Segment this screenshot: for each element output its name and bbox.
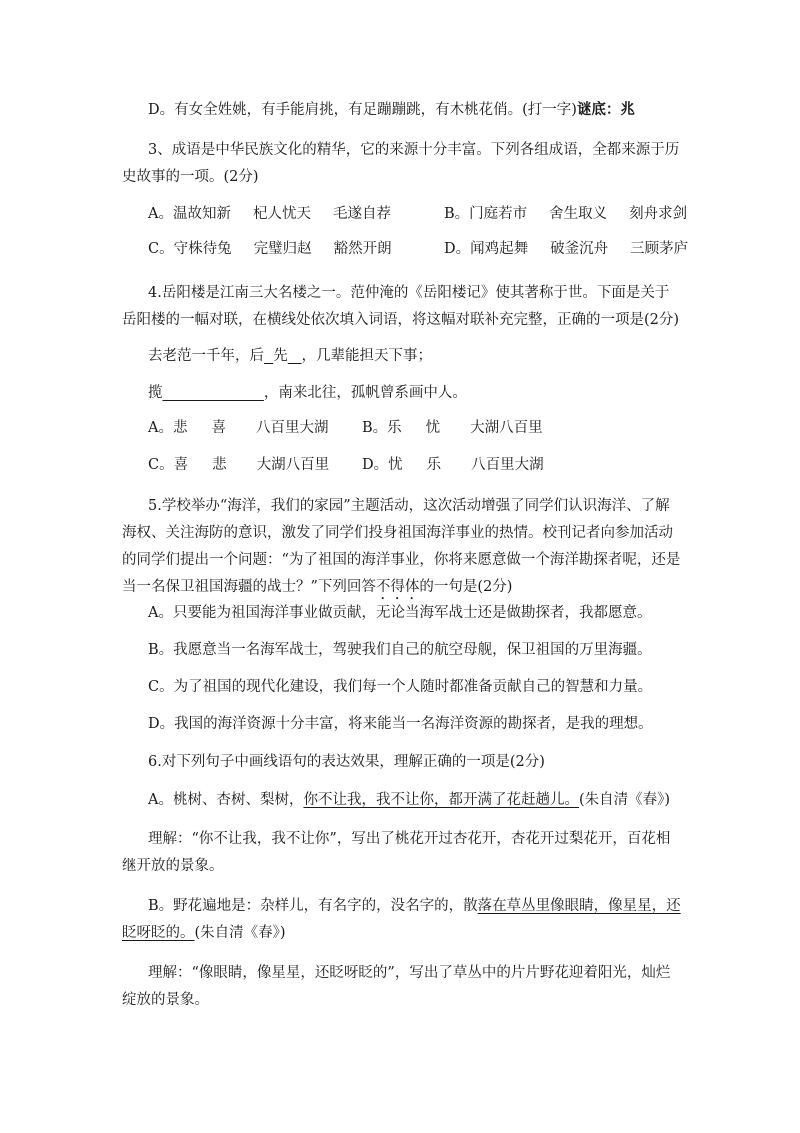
q3-d-1: D。闻鸡起舞	[444, 241, 529, 257]
q6-a-pre: A。桃树、杏树、梨树，	[148, 792, 304, 808]
q6-a-explanation-text: 理解：“你不让我，我不让你”，写出了桃花开过杏花开，杏花开过梨花开，百花相继开放的景象。	[122, 831, 671, 874]
q3-d-3: 三顾茅庐	[630, 241, 689, 257]
q4-stem-text: 4.岳阳楼是江南三大名楼之一。范仲淹的《岳阳楼记》使其著称于世。下面是关于岳阳楼的一幅对联，在横线处依次填入词语，将这幅对联补充完整，正确的一项是(2分)	[122, 285, 680, 328]
q4-option-c	[148, 455, 329, 475]
q5-option-b: B。我愿意当一名海军战士，驾驶我们自己的航空母舰，保卫祖国的万里海疆。	[148, 642, 652, 658]
blank-1	[264, 348, 273, 364]
q3-stem-text: 3、成语是中华民族文化的精华，它的来源十分丰富。下列各组成语，全都来源于历史故事的一项。(2分)	[122, 142, 680, 185]
blank-2	[288, 348, 302, 364]
q4-d-3: 八百里大湖	[471, 457, 544, 473]
q3-option-a	[148, 204, 391, 224]
q5-option-a: A。只要能为祖国海洋事业做贡献，无论当海军战士还是做勘探者，我都愿意。	[148, 605, 652, 621]
q6-stem: 6.对下列句子中画线语句的表达效果，理解正确的一项是(2分)	[148, 754, 545, 770]
q3-d-2: 破釜沉舟	[550, 241, 609, 257]
q4-b-1: B。乐	[362, 420, 402, 436]
q5-stem-part-b: 的一句是(2分)	[419, 579, 513, 595]
q6-option-b	[122, 893, 682, 947]
q3-b-3: 刻舟求剑	[629, 206, 688, 222]
q3-stem	[122, 137, 682, 191]
q4-a-1: A。悲	[148, 420, 188, 436]
q4-a-2: 喜	[211, 420, 226, 436]
q5-option-d: D。我国的海洋资源十分丰富，将来能当一名海洋资源的勘探者，是我的理想。	[148, 716, 653, 732]
q3-option-c	[148, 239, 392, 259]
q4-c-1: C。喜	[148, 457, 189, 473]
q5-stem-part-a: 5.学校举办“海洋，我们的家园”主题活动，这次活动增强了同学们认识海洋、了解海权、关注海防的意识，激发了同学们投身祖国海洋事业的热情。校刊记者向参加活动的同学们提出一个问题：“为了祖国的海洋事业，你将来愿意做一个海洋勘探者呢，还是当一名保卫祖国海疆的战士？”下列回答	[122, 498, 681, 595]
q2-option-d-text: D。有女全姓姚，有手能肩挑，有足蹦蹦跳，有木桃花俏。(打一字)	[148, 102, 577, 118]
couplet2-part-b: ，南来北往，孤帆曾系画中人。	[263, 385, 467, 401]
q4-couplet-line-2	[148, 383, 467, 403]
couplet1-part-c: ，几辈能担天下事；	[301, 348, 433, 364]
riddle-answer: 谜底：兆	[576, 101, 635, 118]
q3-a-1: A。温故知新	[148, 206, 231, 222]
blank-3	[163, 385, 264, 401]
q4-option-a	[148, 418, 328, 438]
q5-emphasis-text: 不得体	[375, 579, 420, 595]
couplet1-part-b: 先	[273, 348, 288, 364]
couplet1-part-a: 去老范一千年，后	[148, 348, 264, 364]
q6-b-explanation-text: 理解：“像眼睛，像星星，还眨呀眨的”，写出了草丛中的片片野花迎着阳光，灿烂绽放的景象。	[122, 965, 671, 1008]
q4-couplet-line-1	[148, 346, 432, 366]
q4-d-2: 乐	[426, 457, 442, 473]
q3-c-3: 豁然开朗	[333, 241, 392, 257]
q2-option-d	[148, 100, 635, 120]
q4-b-3: 大湖八百里	[470, 420, 543, 436]
q3-b-1: B。门庭若市	[444, 206, 528, 222]
q3-a-2: 杞人忧天	[252, 206, 311, 222]
q6-a-explanation	[122, 826, 682, 880]
q4-a-3: 八百里大湖	[255, 420, 329, 436]
q3-c-2: 完璧归赵	[253, 241, 312, 257]
q3-b-2: 舍生取义	[549, 206, 608, 222]
q6-a-underlined: 你不让我，我不让你，都开满了花赶趟儿。	[303, 792, 579, 808]
q4-option-b	[362, 418, 543, 438]
q6-b-underlined: 落在草丛里像眼睛，像星星，还眨呀眨的。	[122, 898, 681, 941]
q6-a-source: (朱自清《春》)	[578, 792, 671, 808]
q4-c-2: 悲	[212, 457, 227, 473]
q4-stem	[122, 280, 682, 334]
couplet2-part-a: 揽	[148, 385, 163, 401]
q6-b-source: (朱自清《春》)	[194, 925, 286, 941]
q4-option-d	[362, 455, 544, 475]
q4-c-3: 大湖八百里	[256, 457, 330, 473]
q6-option-a	[148, 790, 670, 810]
q4-b-2: 忧	[425, 420, 441, 436]
q4-d-1: D。忧	[362, 457, 403, 473]
q3-a-3: 毛遂自荐	[332, 206, 391, 222]
q6-b-pre: B。野花遍地是：杂样儿，有名字的，没名字的，散	[148, 898, 478, 914]
q6-b-explanation	[122, 960, 682, 1014]
q5-stem	[122, 493, 682, 603]
q3-option-d	[444, 239, 688, 259]
q5-option-c: C。为了祖国的现代化建设，我们每一个人随时都准备贡献自己的智慧和力量。	[148, 679, 653, 695]
q3-option-b	[444, 204, 687, 224]
q3-c-1: C。守株待兔	[148, 241, 232, 257]
